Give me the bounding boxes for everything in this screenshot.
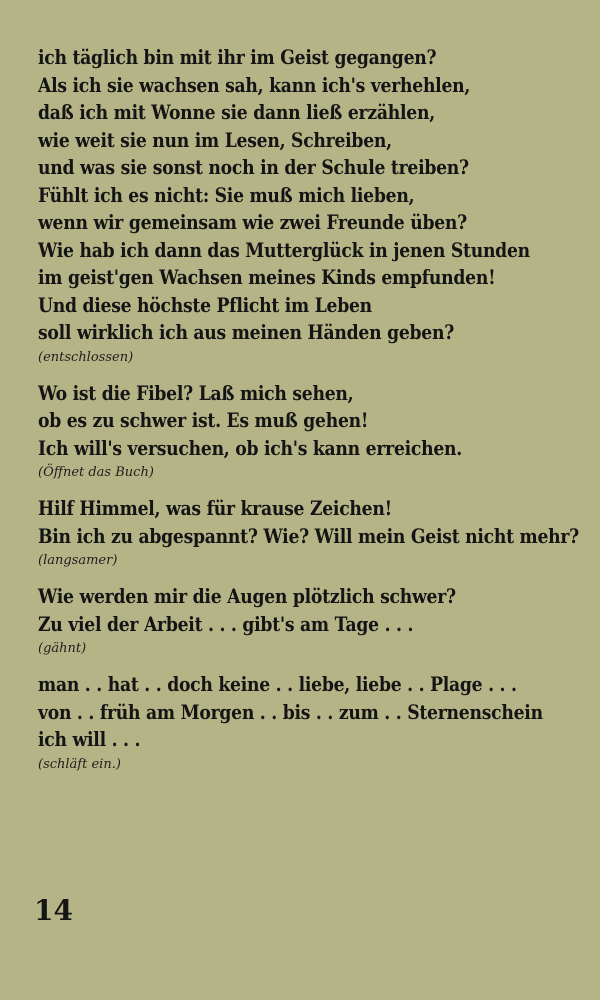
verse-line: wie weit sie nun im Lesen, Schreiben, xyxy=(38,127,392,152)
verse-line: Wo ist die Fibel? Laß mich sehen, xyxy=(38,380,354,405)
stanza-4 xyxy=(38,583,578,659)
stage-direction: (langsamer) xyxy=(38,553,118,568)
stage-direction: (Öffnet das Buch) xyxy=(38,465,154,480)
poem-text xyxy=(38,44,578,787)
stanza-1 xyxy=(38,44,578,368)
stage-direction: (schläft ein.) xyxy=(38,756,121,772)
verse-line: von . . früh am Morgen . . bis . . zum . . Sternenschein xyxy=(38,699,543,724)
verse-line: Als ich sie wachsen sah, kann ich's verhehlen, xyxy=(38,72,471,97)
page-number: 14 xyxy=(34,894,73,927)
verse-line: und was sie sonst noch in der Schule treiben? xyxy=(38,155,469,179)
stanza-2 xyxy=(38,380,578,484)
verse-line: soll wirklich ich aus meinen Händen geben? xyxy=(38,320,455,344)
verse-line: Hilf Himmel, was für krause Zeichen! xyxy=(38,496,392,520)
verse-line: Ich will's versuchen, ob ich's kann erreichen. xyxy=(38,435,463,460)
stanza-3 xyxy=(38,495,578,571)
verse-line: im geist'gen Wachsen meines Kinds empfunden! xyxy=(38,265,496,289)
verse-line: man . . hat . . doch keine . . liebe, liebe . . Plage . . . xyxy=(38,672,517,696)
verse-line: Bin ich zu abgespannt? Wie? Will mein Geist nicht mehr? xyxy=(38,523,580,548)
verse-line: Zu viel der Arbeit . . . gibt's am Tage . . . xyxy=(38,611,414,636)
verse-line: ob es zu schwer ist. Es muß gehen! xyxy=(38,408,369,432)
verse-line: daß ich mit Wonne sie dann ließ erzählen, xyxy=(38,100,435,124)
verse-line: Wie hab ich dann das Mutterglück in jenen Stunden xyxy=(38,237,530,262)
stanza-5 xyxy=(38,671,578,775)
stage-direction: (entschlossen) xyxy=(38,349,134,365)
verse-line: Fühlt ich es nicht: Sie muß mich lieben, xyxy=(38,182,415,207)
verse-line: Und diese höchste Pflicht im Leben xyxy=(38,292,372,317)
verse-line: ich will . . . xyxy=(38,727,141,751)
verse-line: ich täglich bin mit ihr im Geist gegangen? xyxy=(38,45,437,69)
verse-line: Wie werden mir die Augen plötzlich schwer? xyxy=(38,584,456,608)
verse-line: wenn wir gemeinsam wie zwei Freunde üben? xyxy=(38,210,467,234)
stage-direction: (gähnt) xyxy=(38,641,87,656)
